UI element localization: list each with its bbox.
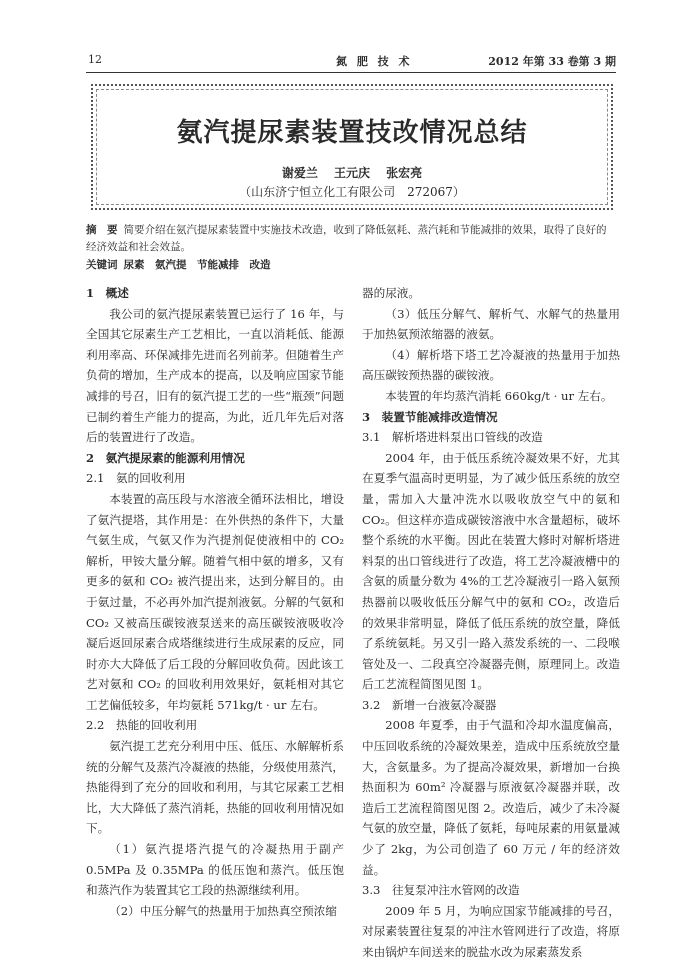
affiliation: （山东济宁恒立化工有限公司 272067） [239, 185, 465, 199]
paragraph: 氨汽提工艺充分利用中压、低压、水解解析系统的分解气及蒸汽冷凝液的热能，分级使用蒸汽，热能得到了充分的回收和利用，与其它尿素工艺相比，大大降低了蒸汽消耗，热能的回收利用情况如下。 [86, 739, 344, 836]
paragraph: 2009 年 5 月，为响应国家节能减排的号召，对尿素装置往复泵的冲注水管网进行了改造，将原来由锅炉车间送来的脱盐水改为尿素蒸发系 [362, 903, 620, 959]
subsection-heading: 3.1 解析塔进料泵出口管线的改造 [362, 430, 543, 445]
right-column [362, 283, 620, 963]
paragraph-continuation: 器的尿液。 [362, 286, 420, 300]
authors: 谢爱兰 王元庆 张宏亮 [281, 166, 423, 180]
list-item: （3）低压分解气、解析气、水解气的热量用于加热氨预浓缩器的液氨。 [362, 306, 620, 342]
paragraph: 本装置的年均蒸汽消耗 660kg/t · ur 左右。 [385, 388, 613, 403]
keywords-label: 关键词 [86, 259, 118, 271]
abstract-text: 简要介绍在氨汽提尿素装置中实施技术改造，收到了降低氨耗、蒸汽耗和节能减排的效果，取得了良好的经济效益和社会效益。 [86, 224, 607, 253]
section-heading: 2 氨汽提尿素的能源利用情况 [86, 450, 245, 465]
article-title: 氨汽提尿素装置技改情况总结 [176, 118, 528, 148]
paragraph: 我公司的氨汽提尿素装置已运行了 16 年，与全国其它尿素生产工艺相比，一直以消耗低、能源利用率高、环保减排先进而名列前茅。但随着生产负荷的增加，生产成本的提高，以及响应国家节能减排的号召，旧有的氨汽提工艺的一些“瓶颈”问题已制约着生产能力的提高，为此，近几年先后对落后的装置进行了改造。 [86, 306, 344, 445]
abstract-label: 摘 要 [86, 224, 118, 236]
subsection-heading: 2.2 热能的回收利用 [86, 718, 198, 733]
header-rule [86, 72, 616, 73]
section-heading: 3 装置节能减排改造情况 [362, 409, 498, 424]
paragraph: 2004 年，由于低压系统冷凝效果不好，尤其在夏季气温高时更明显，为了减少低压系统的放空量，需加入大量冲洗水以吸收放空气中的氨和 CO₂。但这样亦造成碳铵溶液中水含量超标，破坏整个系统的水平衡。因此在装置大修时对解析塔进料泵的出口管线进行了改造，将工艺冷凝液槽中的含氨的质量分数为 4%的工艺冷凝液引一路入氨预热器前以吸收低压分解气中的氨和 CO₂，改造后的效果非常明显，降低了低压系统的放空量，降低了系统氨耗。另又引一路入蒸发系统的一、二段喉管处及一、二段真空冷凝器壳侧，原理同上。改造后工艺流程简图见图 1。 [362, 450, 620, 692]
left-column [86, 283, 344, 921]
journal-name: 氮 肥 技 术 [336, 55, 413, 68]
section-heading: 1 概述 [86, 286, 129, 300]
subsection-heading: 3.3 往复泵冲注水管网的改造 [362, 883, 520, 898]
paragraph: 2008 年夏季，由于气温和冷却水温度偏高，中压回收系统的冷凝效果差，造成中压系统放空量大，含氨量多。为了提高冷凝效果，新增加一台换热面积为 60m² 冷凝器与原液氨冷凝器并联，改造后工艺流程简图见图 2。改造后，减少了未冷凝气氨的放空量，降低了氨耗，每吨尿素的用氨量减少了 2kg，为公司创造了 60 万元 / 年的经济效益。 [362, 718, 620, 877]
keywords-text: 尿素 氨汽提 节能减排 改造 [123, 259, 271, 271]
paragraph: 本装置的高压段与水溶液全循环法相比，增设了氨汽提塔，其作用是：在外供热的条件下，大量气氨生成，气氨又作为汽提剂促使液相中的 CO₂ 解析，甲铵大量分解。随着气相中氨的增多，又有更多的氨和 CO₂ 被汽提出来，达到分解目的。由于氨过量，不必再外加汽提剂液氨。分解的气氨和 CO₂ 又被高压碳铵液泵送来的高压碳铵液吸收冷凝后返回尿素合成塔继续进行生成尿素的反应，同时亦大大降低了后工段的分解回收负荷。因此该工艺对氨和 CO₂ 的回收利用效果好，氨耗相对其它工艺偏低较多，年均氨耗 571kg/t · ur 左右。 [86, 491, 344, 712]
list-item: （1）氨汽提塔汽提气的冷凝热用于副产 0.5MPa 及 0.35MPa 的低压饱和蒸汽。低压饱和蒸汽作为装置其它工段的热源继续利用。 [86, 842, 344, 898]
page-number: 12 [88, 53, 102, 66]
issue-info: 2012 年第 33 卷第 3 期 [488, 55, 616, 68]
subsection-heading: 3.2 新增一台液氨冷凝器 [362, 697, 497, 712]
keywords [86, 257, 616, 272]
subsection-heading: 2.1 氨的回收利用 [86, 471, 186, 486]
abstract [86, 222, 616, 256]
list-item: （2）中压分解气的热量用于加热真空预浓缩 [109, 903, 337, 918]
list-item: （4）解析塔下塔工艺冷凝液的热量用于加热高压碳铵预热器的碳铵液。 [362, 347, 620, 383]
running-header [86, 53, 616, 71]
